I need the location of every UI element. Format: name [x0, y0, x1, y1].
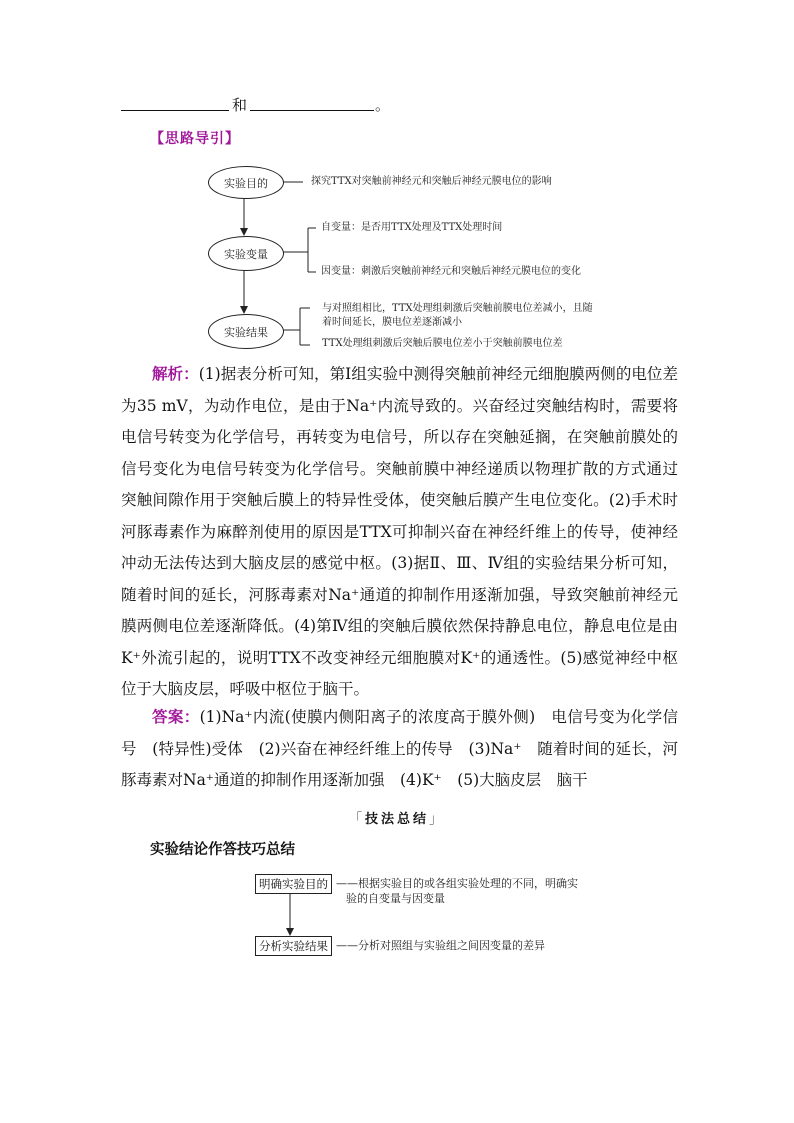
period-text: 。	[375, 96, 391, 114]
technique-bracket-open: 「	[348, 812, 365, 827]
analysis-paragraph	[121, 358, 678, 706]
node-purpose: 实验目的	[208, 166, 284, 199]
answer-label: 答案：	[152, 707, 200, 726]
technique-box-purpose: 明确实验目的	[255, 874, 332, 894]
technique-heading	[0, 808, 794, 827]
node-variable: 实验变量	[208, 236, 284, 271]
independent-variable-text: 自变量：是否用TTX处理及TTX处理时间	[321, 222, 503, 233]
technique-box-result: 分析实验结果	[255, 936, 332, 956]
technique-subtitle: 实验结论作答技巧总结	[150, 841, 295, 858]
technique-note-purpose-2: 验的自变量与因变量	[346, 892, 445, 905]
technique-note-result: ——分析对照组与实验组之间因变量的差异	[336, 939, 545, 952]
dependent-variable-text: 因变量：刺激后突触前神经元和突触后神经元膜电位的变化	[321, 266, 581, 277]
result-text-1b: 着时间延长，膜电位差逐渐减小	[322, 317, 462, 328]
analysis-label: 解析：	[152, 364, 199, 383]
analysis-text: (1)据表分析可知，第Ⅰ组实验中测得突触前神经元细胞膜两侧的电位差为35 mV，为动作电位，是由于Na⁺内流导致的。兴奋经过突触结构时，需要将电信号转变为化学信号，再转变为电信号，所以存在突触延搁，在突触前膜处的信号变化为电信号转变为化学信号。突触前膜中神经递质以物理扩散的方式通过突触间隙作用于突触后膜上的特异性受体，使突触后膜产生电位变化。(2)手术时河豚毒素作为麻醉剂使用的原因是TTX可抑制兴奋在神经纤维上的传导，使神经冲动无法传达到大脑皮层的感觉中枢。(3)据Ⅱ、Ⅲ、Ⅳ组的实验结果分析可知，随着时间的延长，河豚毒素对Na⁺通道的抑制作用逐渐加强，导致突触前神经元膜两侧电位差逐渐降低。(4)第Ⅳ组的突触后膜依然保持静息电位，静息电位是由K⁺外流引起的，说明TTX不改变神经元细胞膜对K⁺的通透性。(5)感觉神经中枢位于大脑皮层，呼吸中枢位于脑干。	[121, 365, 678, 698]
guide-title: 【思路导引】	[150, 131, 240, 147]
answer-text: (1)Na⁺内流(使膜内侧阳离子的浓度高于膜外侧) 电信号变为化学信号 (特异性)受体 (2)兴奋在神经纤维上的传导 (3)Na⁺ 随着时间的延长，河豚毒素对Na⁺通道的抑制作用逐渐加强 (4)K⁺ (5)大脑皮层 脑干	[121, 708, 678, 789]
result-text-1a: 与对照组相比，TTX处理组刺激后突触前膜电位差减小，且随	[322, 303, 593, 314]
node-result: 实验结果	[208, 314, 284, 349]
technique-note-purpose-1: ——根据实验目的或各组实验处理的不同，明确实	[336, 877, 578, 890]
technique-title: 技法总结	[364, 812, 429, 827]
result-text-2: TTX处理组刺激后突触后膜电位差小于突触前膜电位差	[322, 338, 563, 349]
answer-paragraph	[121, 701, 678, 797]
purpose-text: 探究TTX对突触前神经元和突触后神经元膜电位的影响	[311, 176, 552, 187]
connector-text: 和	[232, 96, 248, 114]
technique-bracket-close: 」	[429, 812, 446, 827]
